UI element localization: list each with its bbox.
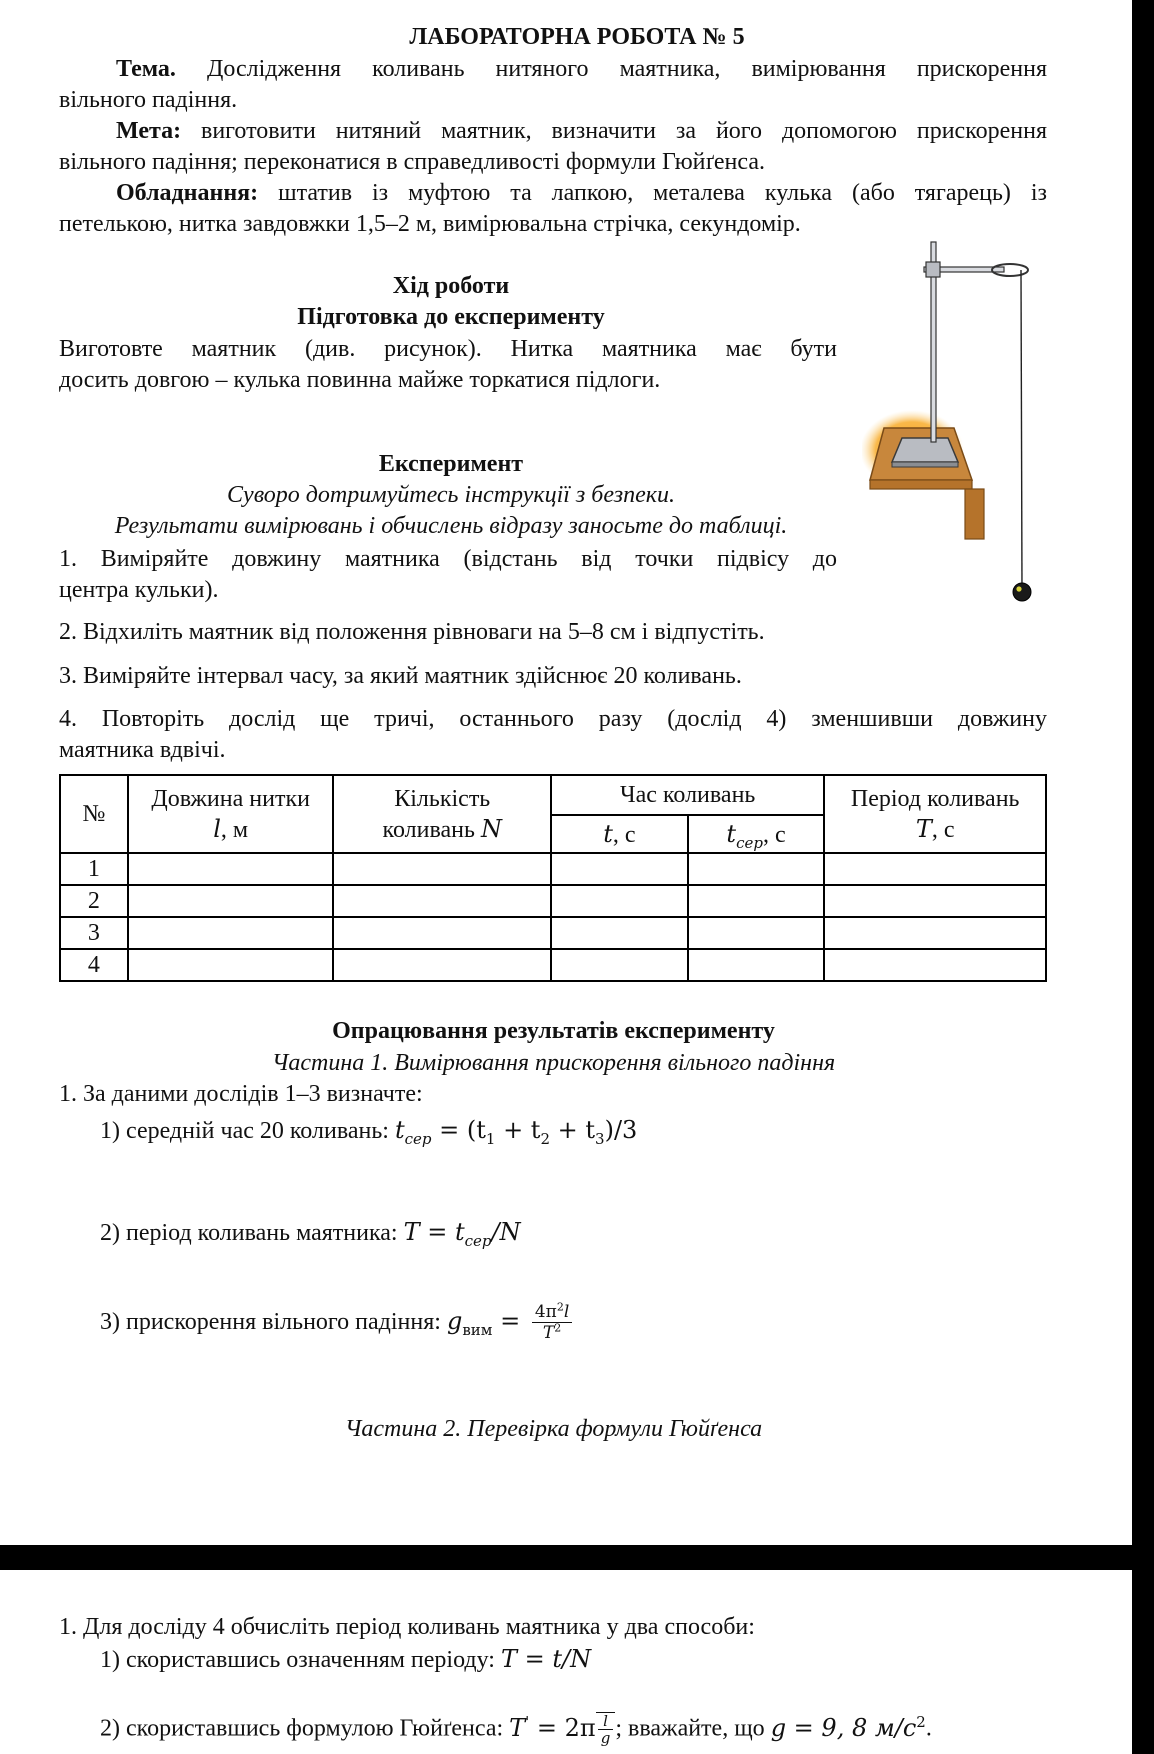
- cell-time[interactable]: [551, 917, 688, 949]
- page-sheet-2: [0, 1570, 1132, 1754]
- col-header-length-title: Довжина нитки: [151, 785, 310, 812]
- prep-line-1: Виготовте маятник (див. рисунок). Нитка маятника має бути: [59, 336, 837, 362]
- equipment-text-1: штатив із муфтою та лапкою, металева кулька (або тягарець) із: [278, 180, 1048, 206]
- step-1-line-1: 1. Виміряйте довжину маятника (відстань від точки підвісу до: [59, 546, 837, 572]
- step-3: 3. Виміряйте інтервал часу, за який маятник здійснює 20 коливань.: [59, 663, 742, 689]
- processing-item-1: 1. За даними дослідів 1–3 визначте:: [59, 1081, 423, 1107]
- col-header-count: [333, 775, 551, 853]
- cell-count[interactable]: [333, 917, 551, 949]
- prep-heading: Підготовка до експерименту: [297, 304, 605, 330]
- topic-line-1: [116, 54, 1047, 84]
- col-header-period-symbol: T: [915, 814, 932, 843]
- col-header-time: [551, 815, 688, 853]
- formula-gravity-text: 3) прискорення вільного падіння:: [100, 1309, 441, 1335]
- cell-time-average[interactable]: [688, 853, 825, 885]
- topic-label: Тема.: [116, 56, 176, 82]
- cell-count[interactable]: [333, 885, 551, 917]
- pendulum-apparatus-illustration: [862, 240, 1042, 610]
- cell-time-average[interactable]: [688, 917, 825, 949]
- equipment-label: Обладнання:: [116, 180, 259, 206]
- cell-time[interactable]: [551, 885, 688, 917]
- formula-period-definition: [100, 1644, 591, 1675]
- cell-period[interactable]: [824, 885, 1046, 917]
- formula-gravity-math: $g_{вим}$ = $\frac{4\pi^2l}{T^2}$: [447, 1307, 576, 1335]
- table-leg: [965, 489, 984, 539]
- pendulum-ball: [1013, 583, 1031, 601]
- stand-base: [892, 438, 958, 462]
- formula-period: [100, 1217, 521, 1248]
- pendulum-ball-highlight: [1016, 586, 1021, 591]
- step-1-line-2: центра кульки).: [59, 577, 219, 603]
- procedure-heading: Хід роботи: [392, 273, 510, 299]
- pendulum-thread: [1021, 270, 1022, 590]
- gravity-fraction: $\frac{4\pi^2l}{T^2}$: [532, 1302, 572, 1343]
- col-header-period-unit: , с: [931, 816, 955, 843]
- cell-period[interactable]: [824, 917, 1046, 949]
- col-header-time-unit: , с: [612, 821, 636, 848]
- goal-label: Мета:: [116, 118, 182, 144]
- cell-length[interactable]: [128, 853, 334, 885]
- experiment-heading: Експеримент: [378, 451, 524, 477]
- col-header-count-symbol: N: [480, 814, 502, 843]
- cell-period[interactable]: [824, 853, 1046, 885]
- formula-period-text: 2) період коливань маятника:: [100, 1220, 398, 1246]
- step-4-line-1: 4. Повторіть дослід ще тричі, останнього разу (дослід 4) зменшивши довжину: [59, 706, 1047, 732]
- cell-count[interactable]: [333, 853, 551, 885]
- table-row: [60, 853, 1046, 885]
- step-4-line-2: маятника вдвічі.: [59, 737, 226, 763]
- table-row: [60, 917, 1046, 949]
- col-header-length-unit: , м: [220, 816, 249, 843]
- record-note: Результати вимірювань і обчислень відразу заносьте до таблиці.: [114, 513, 788, 539]
- cell-length[interactable]: [128, 885, 334, 917]
- goal-text-1: виготовити нитяний маятник, визначити за його допомогою прискорення: [201, 118, 1048, 144]
- sqrt-radical: $\frac{l}{g}$: [596, 1712, 616, 1746]
- col-header-time-symbol: t: [603, 819, 613, 848]
- cell-time[interactable]: [551, 949, 688, 981]
- safety-note: Суворо дотримуйтесь інструкції з безпеки.: [227, 482, 675, 508]
- measurements-table: [59, 774, 1047, 982]
- formula-period-definition-math: T = t/N: [500, 1645, 592, 1673]
- col-header-length-symbol: l: [213, 814, 221, 843]
- stand-base-edge: [892, 462, 958, 467]
- part-2-title: Частина 2. Перевірка формули Гюйґенса: [344, 1416, 763, 1442]
- topic-text-1: Дослідження коливань нитяного маятника, вимірювання прискорення: [206, 56, 1047, 82]
- cell-period[interactable]: [824, 949, 1046, 981]
- col-header-period: [824, 775, 1046, 853]
- formula-huygens-tail: ; вважайте, що: [615, 1715, 765, 1742]
- col-header-count-title: Кількість: [394, 785, 491, 812]
- col-header-time-average: [688, 815, 825, 853]
- step-2: 2. Відхиліть маятник від положення рівноваги на 5–8 см і відпустіть.: [59, 619, 765, 645]
- equipment-line-1: [116, 178, 1047, 208]
- formula-huygens-text: 2) скориставшись формулою Гюйґенса:: [100, 1715, 504, 1742]
- cell-length[interactable]: [128, 949, 334, 981]
- page2-item-1: 1. Для досліду 4 обчисліть період коливань маятника у два способи:: [59, 1614, 755, 1640]
- part-1-title: Частина 1. Вимірювання прискорення вільного падіння: [271, 1050, 836, 1076]
- formula-gravity: [100, 1302, 576, 1343]
- table-row: [60, 885, 1046, 917]
- cell-time-average[interactable]: [688, 885, 825, 917]
- row-number: 2: [60, 885, 128, 917]
- formula-average-time-text: 1) середній час 20 коливань:: [100, 1118, 389, 1144]
- formula-huygens: 2) скориставшись формулою Гюйґенса: T' = 2π $\frac{l}{g}$ ; вважайте, що g = 9, 8 $м/с^2$.: [100, 1712, 932, 1747]
- col-header-number: №: [60, 775, 128, 853]
- prep-line-2: досить довгою – кулька повинна майже торкатися підлоги.: [59, 367, 661, 393]
- formula-average-time-math: $t_{сер} = (t_1 + t_2 + t_3)/3$: [394, 1116, 638, 1148]
- cell-time[interactable]: [551, 853, 688, 885]
- col-header-period-title: Період коливань: [850, 785, 1020, 812]
- row-number: 4: [60, 949, 128, 981]
- row-number: 1: [60, 853, 128, 885]
- formula-average-time: [100, 1115, 637, 1146]
- row-number: 3: [60, 917, 128, 949]
- equipment-line-2: петелькою, нитка завдовжки 1,5–2 м, вимірювальна стрічка, секундомір.: [59, 211, 801, 237]
- processing-heading: Опрацювання результатів експерименту: [332, 1018, 775, 1044]
- cell-count[interactable]: [333, 949, 551, 981]
- goal-line-1: [116, 116, 1047, 146]
- topic-line-2: вільного падіння.: [59, 87, 238, 113]
- formula-period-definition-text: 1) скориставшись означенням періоду:: [100, 1647, 495, 1673]
- gravity-value: g = 9, 8 $м/с^2$: [770, 1712, 926, 1742]
- col-header-count-word: коливань: [382, 816, 475, 843]
- cell-length[interactable]: [128, 917, 334, 949]
- col-header-length: [128, 775, 334, 853]
- page-title: ЛАБОРАТОРНА РОБОТА № 5: [409, 24, 745, 50]
- formula-period-math: $T = t_{сер}/N$: [403, 1218, 521, 1250]
- goal-line-2: вільного падіння; переконатися в справедливості формули Гюйґенса.: [59, 149, 765, 175]
- table-edge: [870, 480, 972, 489]
- cell-time-average[interactable]: [688, 949, 825, 981]
- formula-huygens-math: T' = 2π $\frac{l}{g}$: [509, 1714, 615, 1742]
- col-header-tavg-subscript: сер: [736, 833, 763, 852]
- col-header-time-group: Час коливань: [551, 775, 824, 815]
- col-header-tavg-unit: , с: [762, 821, 786, 848]
- clamp-muff: [926, 262, 940, 277]
- col-header-tavg-symbol: t: [726, 819, 737, 848]
- table-row: [60, 949, 1046, 981]
